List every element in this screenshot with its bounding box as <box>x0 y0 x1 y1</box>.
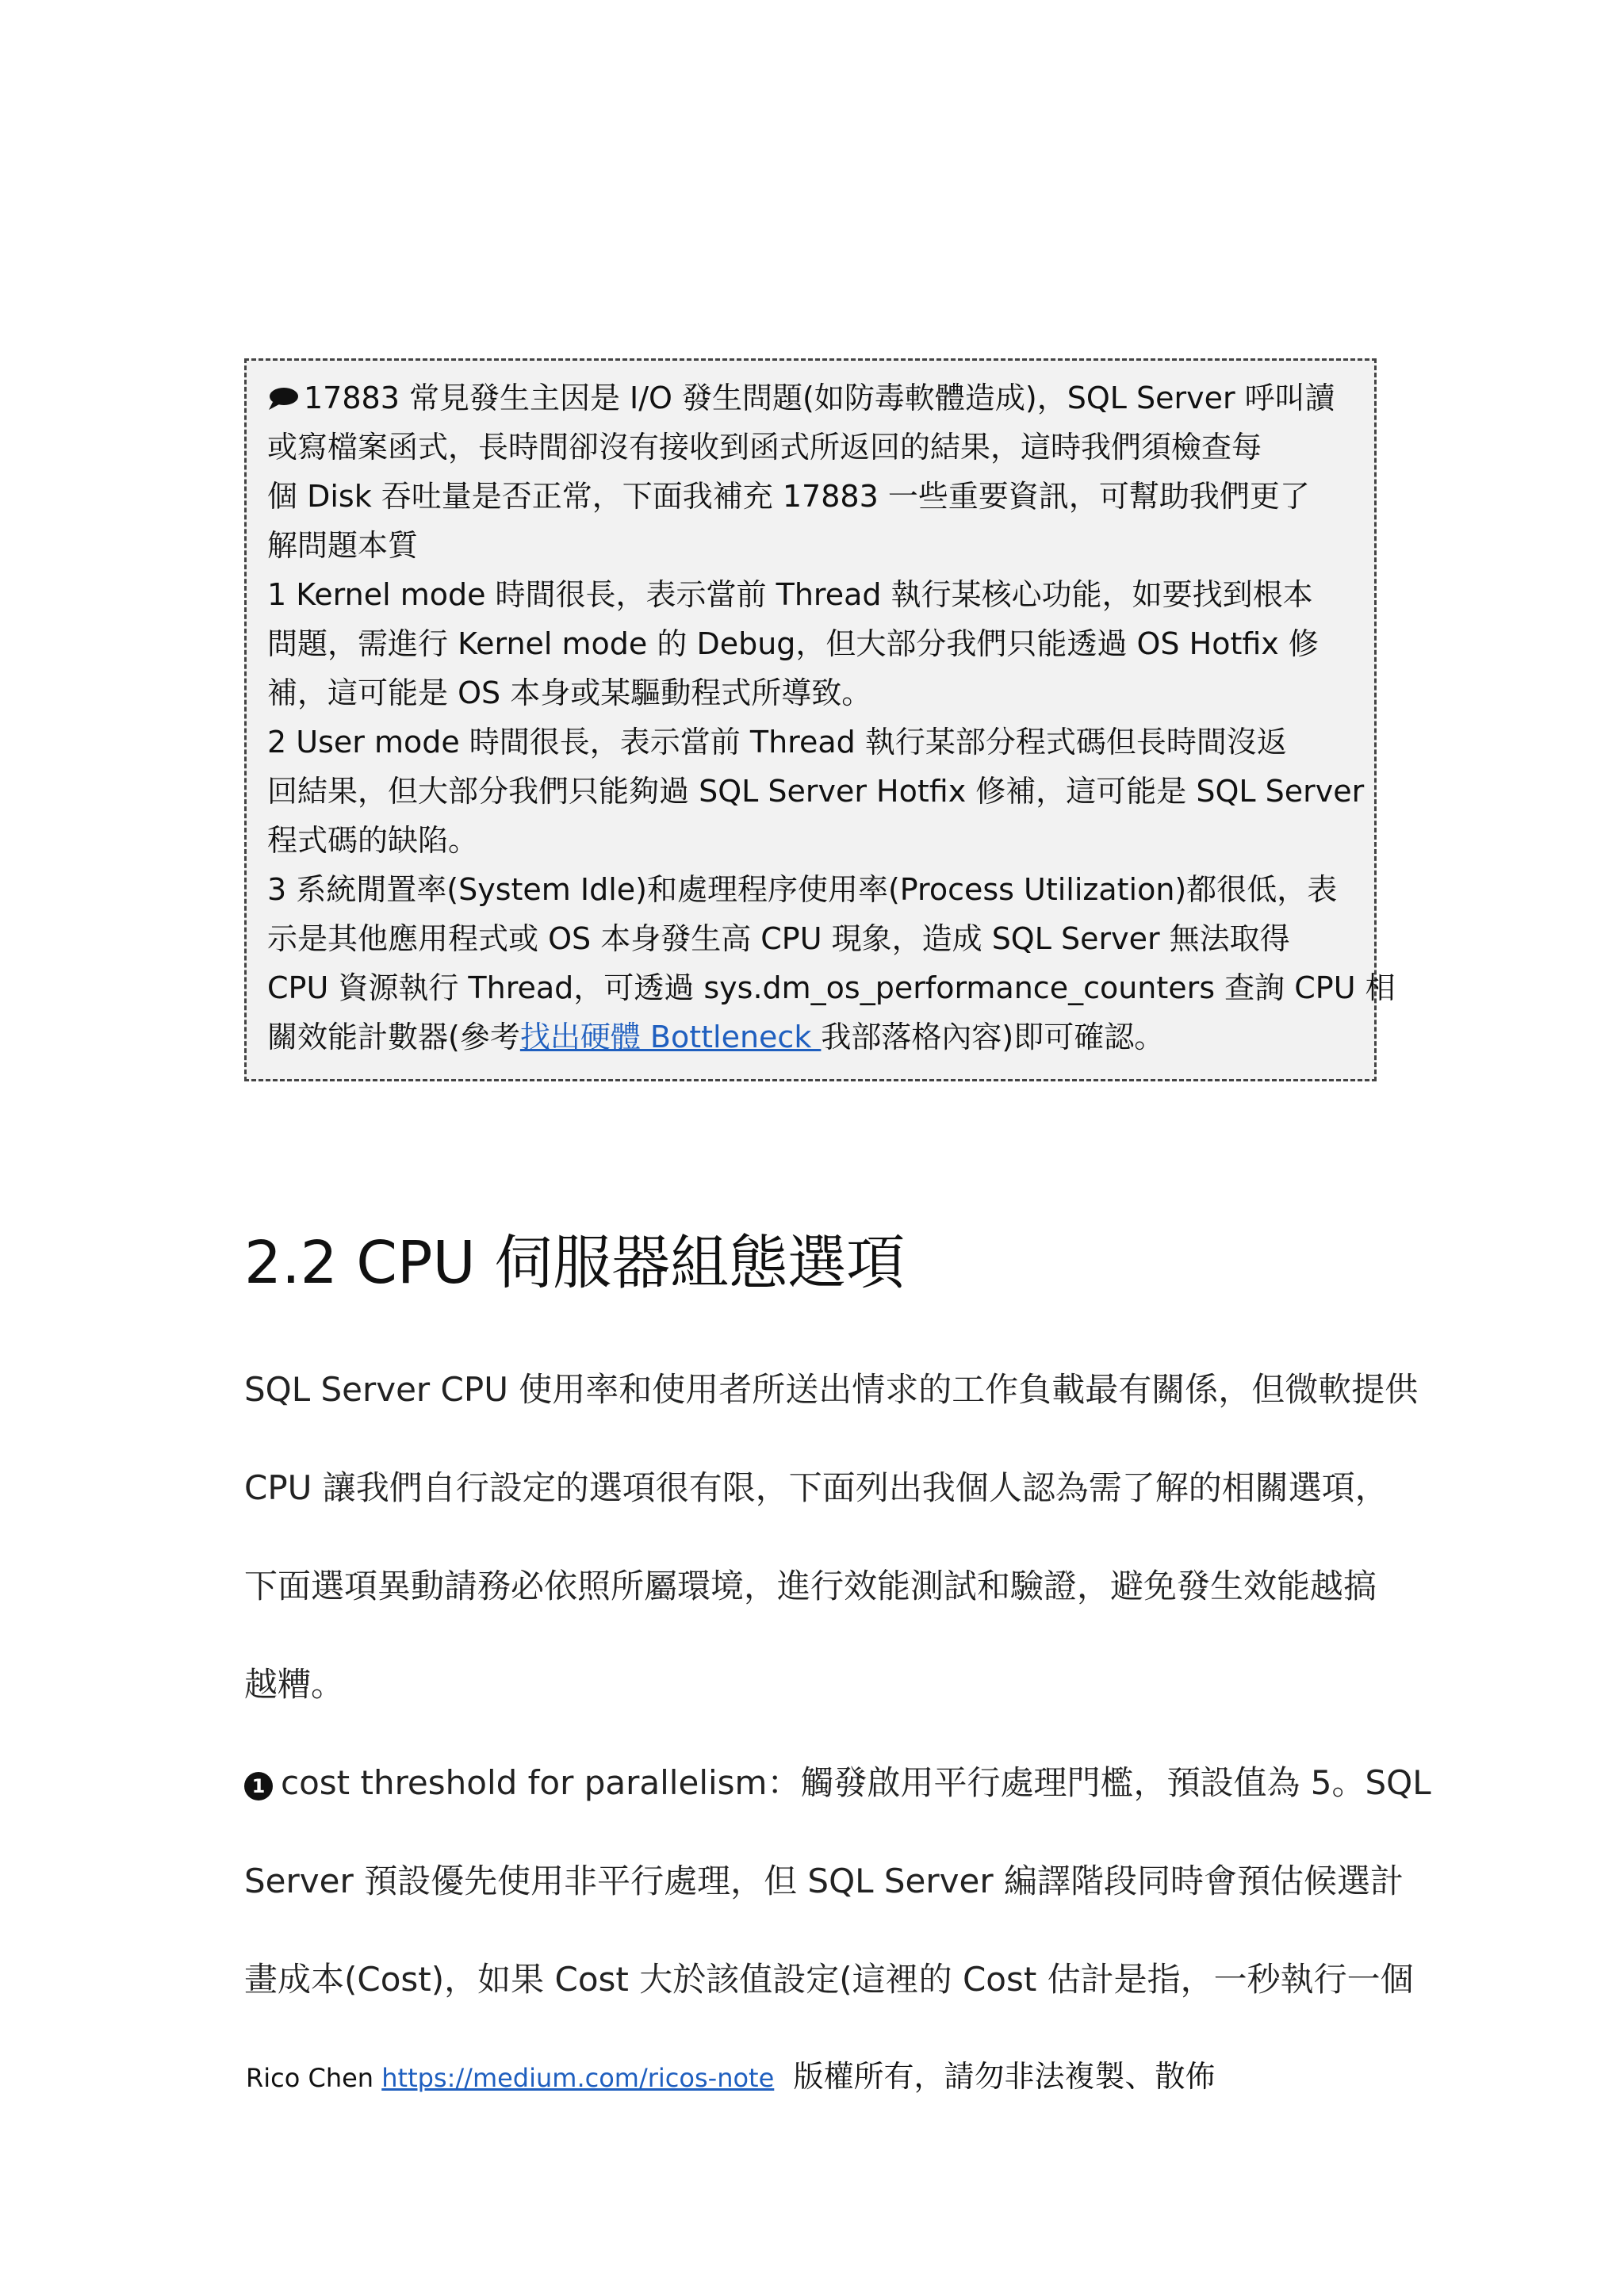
note-line-14: 關效能計數器(參考找出硬體 Bottleneck 我部落格內容)即可確認。 <box>267 1020 1165 1054</box>
note-line-4: 解問題本質 <box>267 528 419 563</box>
note-box <box>244 358 1396 1081</box>
note-line-5: 1 Kernel mode 時間很長，表示當前 Thread 執行某核心功能，如要找到根本 <box>267 577 1313 612</box>
paragraph-line-4: 越糟。 <box>244 1665 345 1704</box>
bottleneck-link[interactable]: 找出硬體 Bottleneck <box>519 1020 822 1054</box>
section-heading: 2.2 CPU 伺服器組態選項 <box>244 1229 906 1297</box>
bullet-line-1: 1 cost threshold for parallelism：觸發啟用平行處理門檻，預設值為 5。SQL <box>244 1759 1431 1807</box>
footer <box>246 2057 1215 2098</box>
note-line-1: 17883 常見發生主因是 I/O 發生問題(如防毒軟體造成)，SQL Server 呼叫讀 <box>267 373 1335 423</box>
note-line-13: CPU 資源執行 Thread，可透過 sys.dm_os_performance_counters 查詢 CPU 相 <box>267 970 1396 1005</box>
number-one-circle-icon: 1 <box>244 1772 273 1800</box>
bullet-line-2: Server 預設優先使用非平行處理，但 SQL Server 編譯階段同時會預估候選計 <box>244 1862 1404 1900</box>
note-line-12: 示是其他應用程式或 OS 本身發生高 CPU 現象，造成 SQL Server 無法取得 <box>267 921 1290 956</box>
note-line-9: 回結果，但大部分我們只能夠過 SQL Server Hotfix 修補，這可能是 SQL Server <box>267 774 1365 809</box>
note-line-6: 問題，需進行 Kernel mode 的 Debug，但大部分我們只能透過 OS Hotfix 修 <box>267 626 1319 661</box>
footer-author: Rico Chen <box>246 2063 374 2093</box>
speech-bubble-icon <box>267 386 299 411</box>
note-line-8: 2 User mode 時間很長，表示當前 Thread 執行某部分程式碼但長時間沒返 <box>267 725 1287 760</box>
note-line-7: 補，這可能是 OS 本身或某驅動程式所導致。 <box>267 675 872 710</box>
bullet-line-3: 畫成本(Cost)，如果 Cost 大於該值設定(這裡的 Cost 估計是指，一秒執行一個 <box>244 1960 1414 1999</box>
footer-copyright: 版權所有，請勿非法複製、散佈 <box>793 2059 1216 2094</box>
paragraph-line-2: CPU 讓我們自行設定的選項很有限，下面列出我個人認為需了解的相關選項， <box>244 1468 1388 1507</box>
note-line-3: 個 Disk 吞吐量是否正常，下面我補充 17883 一些重要資訊，可幫助我們更了 <box>267 479 1310 514</box>
note-line-11: 3 系統閒置率(System Idle)和處理程序使用率(Process Utilization)都很低，表 <box>267 872 1338 907</box>
paragraph-line-1: SQL Server CPU 使用率和使用者所送出情求的工作負載最有關係，但微軟提供 <box>244 1370 1419 1409</box>
note-line-2: 或寫檔案函式，長時間卻沒有接收到函式所返回的結果，這時我們須檢查每 <box>267 430 1262 465</box>
footer-url-link[interactable]: https://medium.com/ricos-note <box>381 2063 775 2093</box>
note-line-10: 程式碼的缺陷。 <box>267 823 479 858</box>
paragraph-line-3: 下面選項異動請務必依照所屬環境，進行效能測試和驗證，避免發生效能越搞 <box>244 1567 1377 1605</box>
